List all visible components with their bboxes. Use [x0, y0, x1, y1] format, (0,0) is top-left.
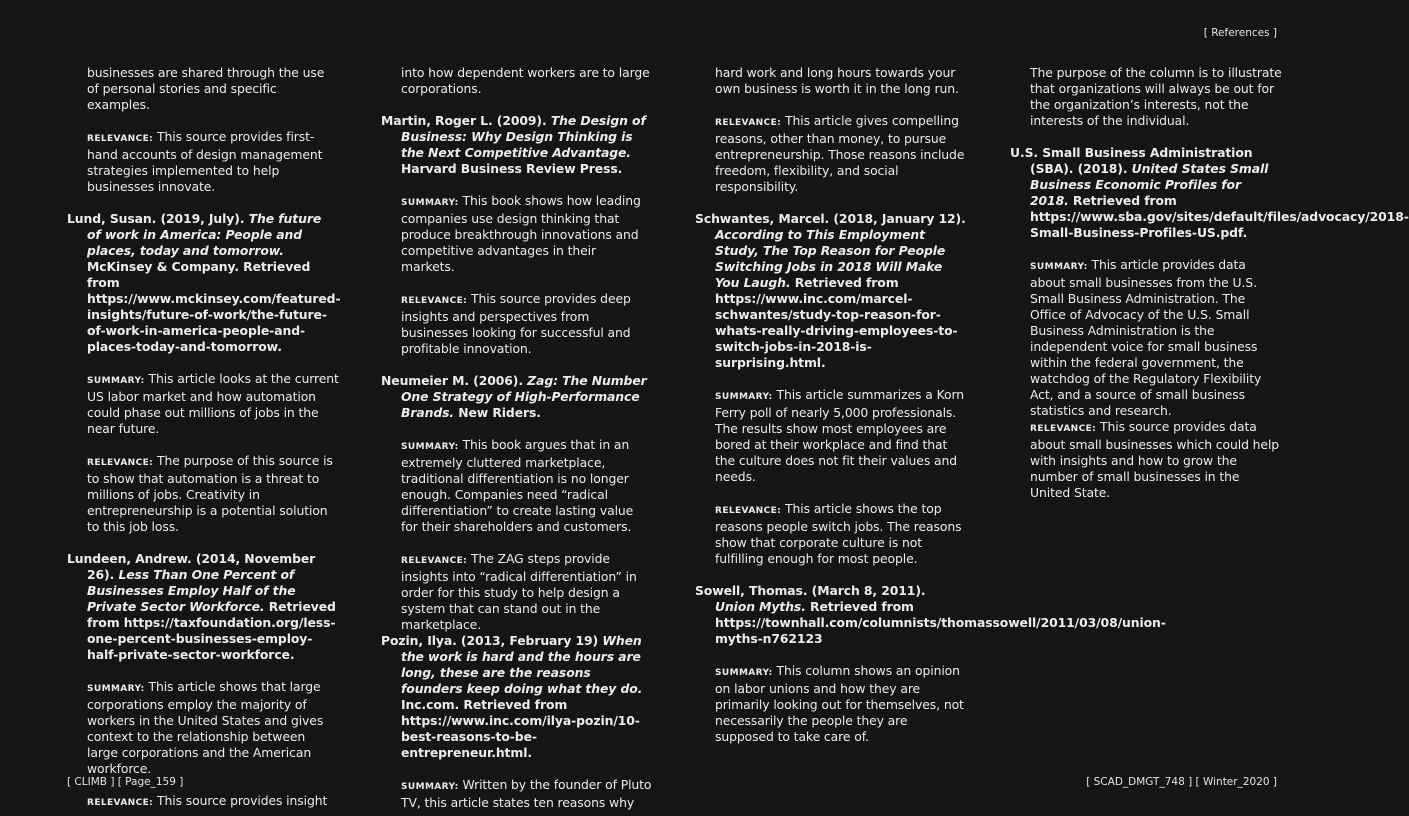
relevance-text: This source provides first-hand accounts of design management strategies implemented to help businesses innovate.: [87, 129, 323, 194]
footer-publication-page: [ CLIMB ] [ Page_159 ]: [67, 776, 184, 788]
citation-title: The Design of Business: Why Design Thinking is the Next Competitive Advantage.: [401, 113, 646, 160]
reference-column-1: [67, 65, 339, 811]
relevance-text: The purpose of this source is to show that automation is a threat to millions of jobs. Creativity in entrepreneurship is a potential solution to this job loss.: [87, 453, 333, 534]
summary-text: This book shows how leading companies use design thinking that produce breakthrough innovations and competitive advantages in their markets.: [401, 193, 641, 274]
relevance-label: RELEVANCE:: [401, 296, 468, 306]
reference-column-2: [381, 65, 653, 811]
summary-text: This column shows an opinion on labor unions and how they are primarily looking out for themselves, not necessarily the people they are supposed to take care of.: [715, 663, 964, 744]
summary-label: SUMMARY:: [87, 376, 145, 386]
citation-title: According to This Employment Study, The Top Reason for People Switching Jobs in 2018 Will Make You Laugh.: [715, 227, 946, 290]
reference-column-4: [1010, 65, 1409, 501]
citation-title: The future of work in America: People and places, today and tomorrow.: [87, 211, 322, 258]
relevance-paragraph: [67, 129, 339, 195]
summary-label: SUMMARY:: [715, 392, 773, 402]
citation-author-date: Schwantes, Marcel. (2018, January 12).: [695, 211, 966, 226]
footer-course-term: [ SCAD_DMGT_748 ] [ Winter_2020 ]: [1086, 776, 1277, 788]
citation-author-date: U.S. Small Business Administration (SBA). (2018).: [1010, 145, 1253, 176]
relevance-paragraph: [381, 551, 653, 633]
reference-entry: [1010, 145, 1409, 241]
summary-paragraph: [381, 437, 653, 535]
citation-author-date: Pozin, Ilya. (2013, February 19): [381, 633, 603, 648]
citation-source: Harvard Business Review Press.: [401, 161, 623, 176]
summary-label: SUMMARY:: [1030, 262, 1088, 272]
summary-paragraph: [381, 193, 653, 275]
summary-text: This book argues that in an extremely cluttered marketplace, traditional differentiation is no longer enough. Companies need “radical differentiation” to create lasting value for their shareholders and customers.: [401, 437, 634, 534]
summary-text: This article looks at the current US labor market and how automation could phase out millions of jobs in the near future.: [87, 371, 339, 436]
summary-label: SUMMARY:: [87, 684, 145, 694]
continued-paragraph: into how dependent workers are to large corporations.: [401, 65, 650, 96]
relevance-text: This article gives compelling reasons, other than money, to pursue entrepreneurship. Those reasons include freedom, flexibility, and social responsibility.: [715, 113, 965, 194]
relevance-label: RELEVANCE:: [715, 118, 782, 128]
citation-source: Retrieved from https://www.inc.com/marcel-schwantes/study-top-reason-for-whats-really-driving-employees-to-switch-jobs-in-2018-is-surprising.html.: [715, 275, 958, 370]
citation-source: Retrieved from https://townhall.com/columnists/thomassowell/2011/03/08/union-myths-n762123: [715, 599, 1166, 646]
section-label: [ References ]: [1203, 27, 1277, 39]
relevance-text: This source provides deep insights and perspectives from businesses looking for successful and profitable innovation.: [401, 291, 631, 356]
relevance-text: This source provides insight: [157, 793, 328, 808]
reference-entry: [695, 583, 1166, 647]
citation-source: McKinsey & Company. Retrieved from https://www.mckinsey.com/featured-insights/future-of-work/the-future-of-work-in-america-people-and-places-today-and-tomorrow.: [87, 259, 341, 354]
citation-author-date: Lundeen, Andrew. (2014, November 26).: [67, 551, 316, 582]
summary-paragraph: [695, 387, 967, 485]
reference-entry: [381, 633, 653, 761]
summary-paragraph: [67, 371, 339, 437]
continued-paragraph: hard work and long hours towards your own business is worth it in the long run.: [715, 65, 959, 96]
citation-title: When the work is hard and the hours are long, these are the reasons founders keep doing what they do.: [401, 633, 643, 696]
relevance-paragraph: [695, 501, 967, 567]
citation-source: New Riders.: [454, 405, 541, 420]
summary-label: SUMMARY:: [715, 668, 773, 678]
relevance-label: RELEVANCE:: [1030, 424, 1097, 434]
summary-label: SUMMARY:: [401, 782, 459, 792]
relevance-label: RELEVANCE:: [87, 798, 154, 808]
relevance-paragraph: [67, 793, 339, 811]
relevance-label: RELEVANCE:: [87, 134, 154, 144]
summary-label: SUMMARY:: [401, 198, 459, 208]
relevance-label: RELEVANCE:: [401, 556, 468, 566]
citation-title: United States Small Business Economic Profiles for 2018.: [1030, 161, 1269, 208]
continued-paragraph: The purpose of the column is to illustrate that organizations will always be out for the organization’s interests, not the interests of the individual.: [1030, 65, 1282, 128]
relevance-label: RELEVANCE:: [87, 458, 154, 468]
reference-entry: [381, 373, 653, 421]
reference-entry: [67, 551, 339, 663]
citation-source: Inc.com. Retrieved from https://www.inc.com/ilya-pozin/10-best-reasons-to-be-entrepreneur.html.: [401, 697, 640, 760]
relevance-paragraph: [381, 291, 653, 357]
summary-text: This article summarizes a Korn Ferry poll of nearly 5,000 professionals. The results show most employees are bored at their workplace and find that the culture does not fit their values and needs.: [715, 387, 964, 484]
relevance-text: This article shows the top reasons people switch jobs. The reasons show that corporate culture is not fulfilling enough for most people.: [715, 501, 962, 566]
citation-author-date: Neumeier M. (2006).: [381, 373, 528, 388]
summary-text: This article shows that large corporations employ the majority of workers in the United States and gives context to the relationship between large corporations and the American workforce.: [87, 679, 324, 776]
relevance-paragraph: [695, 113, 967, 195]
citation-title: Zag: The Number One Strategy of High-Performance Brands.: [401, 373, 647, 420]
citation-source: Retrieved from https://www.sba.gov/sites/default/files/advocacy/2018-Small-Business-Profiles-US.pdf.: [1030, 193, 1409, 240]
reference-entry: [381, 113, 653, 177]
citation-author-date: Martin, Roger L. (2009).: [381, 113, 551, 128]
relevance-label: RELEVANCE:: [715, 506, 782, 516]
summary-paragraph: [67, 679, 339, 777]
summary-paragraph: [1010, 257, 1282, 419]
summary-label: SUMMARY:: [401, 442, 459, 452]
citation-author-date: Lund, Susan. (2019, July).: [67, 211, 249, 226]
summary-text: This article provides data about small businesses from the U.S. Small Business Administration. The Office of Advocacy of the U.S. Small Business Administration is the independent voice for small business within the federal government, the watchdog of the Regulatory Flexibility Act, and a source of small business statistics and research.: [1030, 257, 1262, 418]
reference-entry: [67, 211, 339, 355]
relevance-text: This source provides data about small businesses which could help with insights and how to grow the number of small businesses in the United State.: [1030, 419, 1280, 500]
summary-paragraph: [695, 663, 967, 745]
citation-title: Union Myths.: [715, 599, 806, 614]
reference-entry: [695, 211, 967, 371]
citation-title: Less Than One Percent of Businesses Employ Half of the Private Sector Workforce.: [87, 567, 296, 614]
continued-paragraph: businesses are shared through the use of personal stories and specific examples.: [87, 65, 325, 112]
citation-source: Retrieved from https://taxfoundation.org/less-one-percent-businesses-employ-half-private-sector-workforce.: [87, 599, 336, 662]
relevance-text: The ZAG steps provide insights into “radical differentiation” in order for this study to help design a system that can stand out in the marketplace.: [401, 551, 637, 632]
citation-author-date: Sowell, Thomas. (March 8, 2011).: [695, 583, 926, 598]
summary-paragraph: [381, 777, 653, 811]
summary-text: Written by the founder of Pluto TV, this article states ten reasons why: [401, 777, 652, 810]
relevance-paragraph: [67, 453, 339, 535]
relevance-paragraph: [1010, 419, 1282, 501]
